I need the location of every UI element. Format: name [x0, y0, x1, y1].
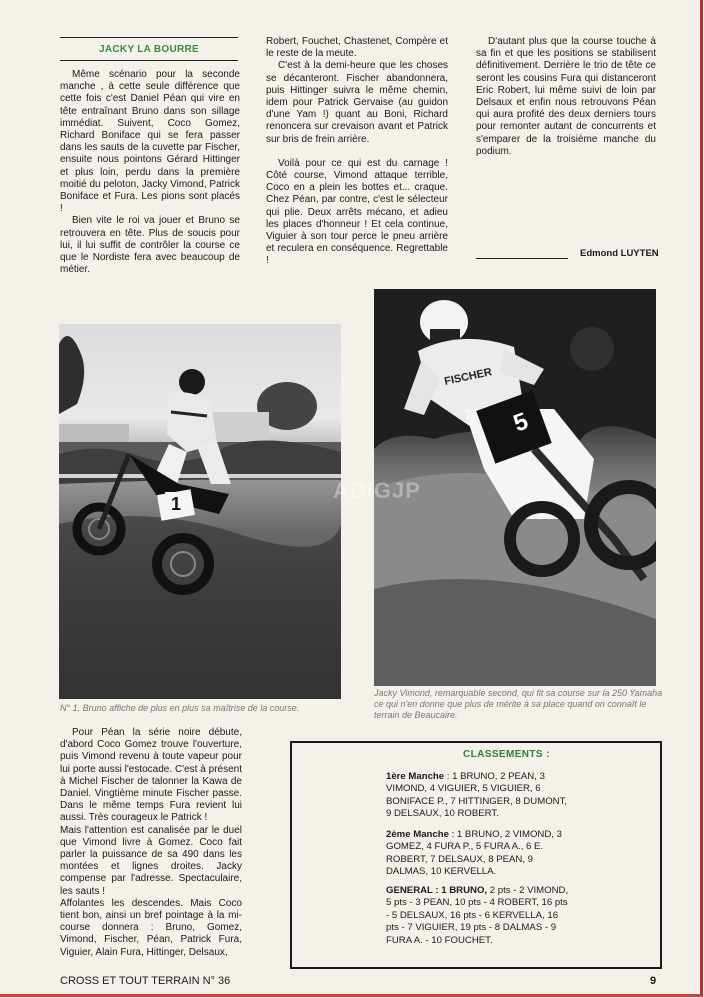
- results-text: 2 pts - 2 VIMOND, 5 pts - 3 PEAN, 10 pts - 4 ROBERT, 16 pts - 5 DELSAUX, 16 pts - 6 KERVELLA, 16 pts - 7 VIGUIER, 19 pts - 8 DALMAS - 9 FURA A. - 10 FOUCHET.: [386, 885, 569, 946]
- race-number-plate: 5: [509, 407, 532, 438]
- paragraph: Pour Péan la série noire débute, d'abord Coco Gomez trouve l'ouverture, puis Vimond revenu à toute vapeur pour lui porte aussi l'estocade. C'est à présent à Michel Fischer de talonner la Kawa de Daniel. Vingtième minute Fischer passe. Dans le même temps Fura revient lui aussi. Très courageux le Patrick !: [60, 727, 242, 824]
- paragraph: Mais l'attention est canalisée par le duel que Vimond livre à Gomez. Coco fait parler la puissance de sa 490 dans les montées et lignes droites. Jacky compense par l'adresse. Spectaculaire, les sauts !: [60, 824, 242, 897]
- watermark: ADIGJP: [333, 478, 421, 503]
- results-text: : 1 BRUNO, 2 PEAN, 3 VIMOND, 4 VIGUIER, 5 VIGUIER, 6 BONIFACE P., 7 HITTINGER, 8 DUMONT, 9 DELSAUX, 10 ROBERT.: [386, 771, 568, 820]
- photo-rider-1-scene: [59, 324, 341, 699]
- signature-rule: [476, 258, 568, 259]
- article-column-bottom: [60, 727, 242, 959]
- paragraph: Bien vite le roi va jouer et Bruno se retrouvera en tête. Plus de soucis pour lui, il lui suffit de contrôler la course ce que le Nordiste fera avec beaucoup de métier.: [60, 215, 240, 276]
- section-heading: JACKY LA BOURRE: [98, 44, 200, 55]
- paragraph: C'est à la demi-heure que les choses se décanteront. Fischer abandonnera, puis Hittinger suivra le même chemin, idem pour Patrick Gervaise (au guidon d'une Yam !) quant au Boni, Richard renoncera sur crevaison avant et Patrick sur bris de frein arrière.: [266, 60, 448, 145]
- paragraph: Robert, Fouchet, Chastenet, Compère et le reste de la meute.: [266, 36, 448, 60]
- page-number: 9: [650, 975, 657, 987]
- heading-rule-bottom: [60, 60, 238, 61]
- article-column-3: [476, 36, 656, 158]
- jersey-sponsor-text: FISCHER: [443, 366, 494, 388]
- photo-caption-1: N° 1. Bruno affiche de plus en plus sa maîtrise de la course.: [60, 703, 300, 713]
- results-label: 1ère Manche: [386, 771, 445, 782]
- paragraph: Affolantes les descendes. Mais Coco tient bon, ainsi un bref pointage à la mi-course donnera : Bruno, Gomez, Vimond, Fischer, Péan, Patrick Fura, Viguier, Alain Fura, Hittinger, Delsaux,: [60, 897, 242, 958]
- results-manche-1: [386, 771, 569, 821]
- paragraph: Voilà pour ce qui est du carnage ! Côté course, Vimond attaque terrible, Coco en a plein les bottes et... craque. Chez Péan, par contre, c'est le sélecteur qui plie. Deux arrêts mécano, et adieu les places d'honneur ! Et cela continue, Viguier à son tour perce le pneu arrière et reculera en conséquence. Regrettable !: [266, 157, 448, 267]
- article-column-1: [60, 69, 240, 276]
- paragraph: Même scénario pour la seconde manche , à cette seule différence que cette fois c'est Daniel Péan qui vire en tête entraînant Bruno dans son sillage immédiat. Suivent, Coco Gomez, Richard Boniface qui se fera passer dans les sauts de la cuvette par Fischer, ensuite nous pointons Gérard Hittinger et plus loin, perdu dans la première moitié du peloton, Jacky Vimond, Patrick Boniface et Fura. Les pions sont placés !: [60, 69, 240, 215]
- results-general: [386, 885, 569, 947]
- magazine-footer: CROSS ET TOUT TERRAIN N° 36: [60, 975, 231, 987]
- results-label: 2ème Manche: [386, 829, 449, 840]
- photo-rider-1: [59, 324, 341, 699]
- race-number-plate: 1: [165, 492, 187, 516]
- heading-rule-top: [60, 37, 238, 38]
- paragraph: D'autant plus que la course touche à sa fin et que les positions se stabilisent définitivement. Derrière le trio de tête ce seront les cousins Fura qui distanceront Eric Robert, lui même suivi de loin par Delsaux et enfin nous retrouvons Péan qui aura profité des deux derniers tours pour remonter autant de concurrents et s'emparer de la troisième manche du podium.: [476, 36, 656, 157]
- photo-caption-2: Jacky Vimond, remarquable second, qui fit sa course sur la 250 Yamaha ce qui n'en donne que plus de mérite à sa place quand on connaît le terrain de Beaucaire.: [374, 688, 663, 720]
- author-signature: Edmond LUYTEN: [580, 248, 659, 259]
- results-label: GENERAL : 1 BRUNO,: [386, 885, 488, 896]
- results-text: : 1 BRUNO, 2 VIMOND, 3 GOMEZ, 4 FURA P., 5 FURA A., 6 E. ROBERT, 7 DELSAUX, 8 PEAN, 9 DALMAS, 10 KERVELLA.: [386, 829, 562, 878]
- results-manche-2: [386, 829, 569, 879]
- article-column-2: [266, 36, 448, 268]
- classements-title: CLASSEMENTS :: [463, 749, 550, 760]
